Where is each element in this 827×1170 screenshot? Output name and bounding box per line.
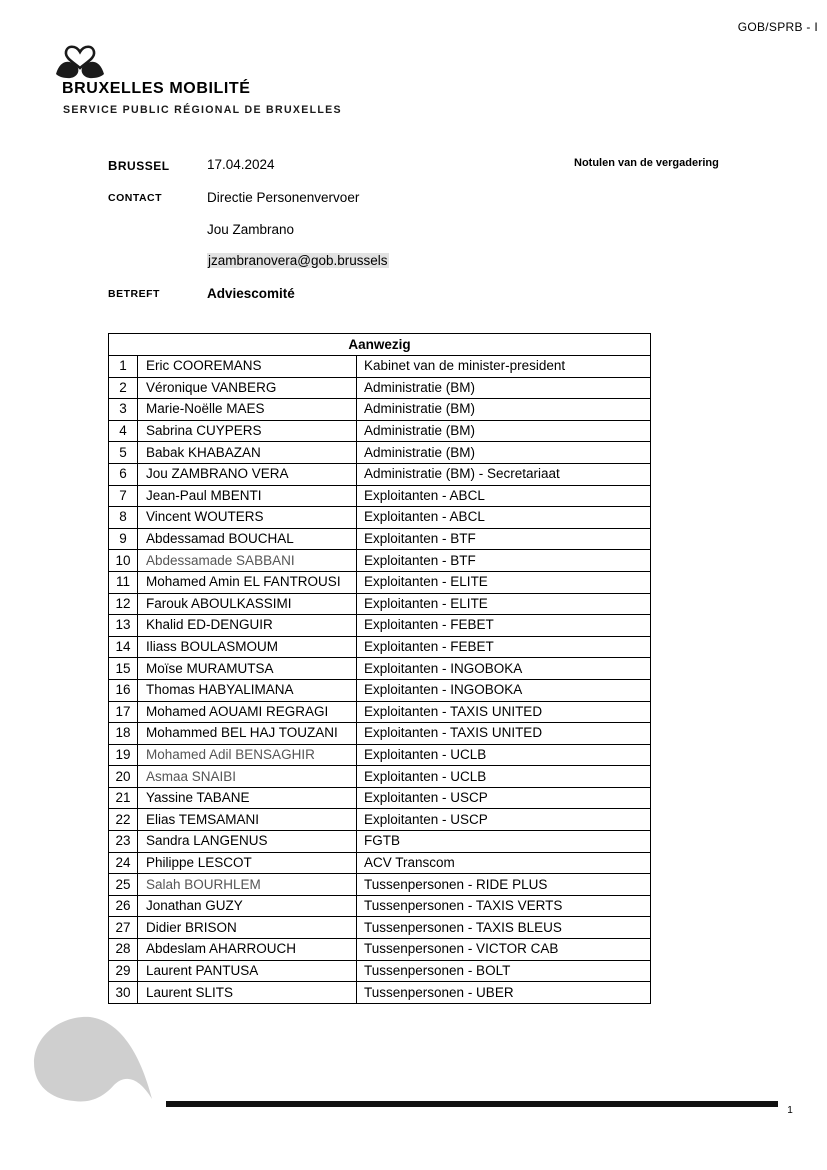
attendee-organisation: Tussenpersonen - BOLT [357,960,651,982]
attendance-row [109,787,651,809]
attendee-name: Yassine TABANE [138,787,357,809]
row-number: 24 [109,852,138,874]
contact-person: Jou Zambrano [207,222,295,237]
attendee-organisation: Exploitanten - USCP [357,787,651,809]
row-number: 25 [109,874,138,896]
attendee-name: Abdessamad BOUCHAL [138,528,357,550]
attendance-row [109,723,651,745]
attendee-name: Véronique VANBERG [138,377,357,399]
attendance-row [109,463,651,485]
row-number: 1 [109,356,138,378]
attendee-organisation: Exploitanten - USCP [357,809,651,831]
attendee-name: Thomas HABYALIMANA [138,679,357,701]
attendee-name: Didier BRISON [138,917,357,939]
attendee-organisation: ACV Transcom [357,852,651,874]
attendee-organisation: Exploitanten - FEBET [357,615,651,637]
attendee-name: Mohammed BEL HAJ TOUZANI [138,723,357,745]
attendance-row [109,895,651,917]
attendance-row [109,356,651,378]
attendee-organisation: Exploitanten - TAXIS UNITED [357,723,651,745]
attendee-name: Mohamed Amin EL FANTROUSI [138,571,357,593]
attendance-row [109,615,651,637]
attendee-name: Laurent SLITS [138,982,357,1004]
attendee-name: Khalid ED-DENGUIR [138,615,357,637]
attendee-name: Babak KHABAZAN [138,442,357,464]
document-type: Notulen van de vergadering [574,157,719,169]
attendee-organisation: Tussenpersonen - TAXIS BLEUS [357,917,651,939]
row-number: 16 [109,679,138,701]
attendee-name: Asmaa SNAIBI [138,766,357,788]
page-number: 1 [787,1105,793,1116]
attendee-name: Marie-Noëlle MAES [138,399,357,421]
attendee-name: Sandra LANGENUS [138,831,357,853]
attendance-row [109,766,651,788]
row-number: 6 [109,463,138,485]
attendance-row [109,593,651,615]
attendance-body [109,356,651,1004]
subject-label: BETREFT [108,288,160,300]
grey-drop-icon [28,1015,158,1115]
row-number: 17 [109,701,138,723]
row-number: 12 [109,593,138,615]
attendance-row [109,874,651,896]
attendee-name: Abdessamade SABBANI [138,550,357,572]
attendee-organisation: Exploitanten - BTF [357,528,651,550]
row-number: 20 [109,766,138,788]
attendee-organisation: Exploitanten - ABCL [357,507,651,529]
attendance-table [108,333,651,1004]
attendance-row [109,831,651,853]
row-number: 11 [109,571,138,593]
row-number: 10 [109,550,138,572]
row-number: 27 [109,917,138,939]
row-number: 19 [109,744,138,766]
row-number: 4 [109,420,138,442]
attendee-organisation: Administratie (BM) [357,420,651,442]
attendee-organisation: FGTB [357,831,651,853]
row-number: 22 [109,809,138,831]
logo-name: BRUXELLES MOBILITÉ [62,80,251,97]
attendee-organisation: Exploitanten - INGOBOKA [357,679,651,701]
attendee-organisation: Exploitanten - INGOBOKA [357,658,651,680]
attendance-row [109,377,651,399]
subject-value: Adviescomité [207,286,295,301]
attendance-row [109,571,651,593]
attendance-row [109,420,651,442]
row-number: 28 [109,939,138,961]
attendance-header-row [109,334,651,356]
attendance-row [109,507,651,529]
row-number: 30 [109,982,138,1004]
attendance-row [109,528,651,550]
attendee-organisation: Administratie (BM) [357,377,651,399]
attendee-name: Philippe LESCOT [138,852,357,874]
attendee-organisation: Tussenpersonen - UBER [357,982,651,1004]
contact-email-link[interactable]: jzambranovera@gob.brussels [208,253,388,268]
row-number: 2 [109,377,138,399]
attendance-row [109,744,651,766]
row-number: 21 [109,787,138,809]
attendee-organisation: Tussenpersonen - VICTOR CAB [357,939,651,961]
attendance-row [109,442,651,464]
attendance-row [109,485,651,507]
attendance-row [109,982,651,1004]
attendance-row [109,852,651,874]
attendee-name: Jou ZAMBRANO VERA [138,463,357,485]
attendee-organisation: Exploitanten - TAXIS UNITED [357,701,651,723]
contact-label: CONTACT [108,192,163,204]
attendee-organisation: Exploitanten - BTF [357,550,651,572]
attendance-row [109,960,651,982]
attendee-organisation: Administratie (BM) - Secretariaat [357,463,651,485]
attendee-name: Iliass BOULASMOUM [138,636,357,658]
attendee-name: Vincent WOUTERS [138,507,357,529]
attendee-name: Salah BOURHLEM [138,874,357,896]
attendee-name: Farouk ABOULKASSIMI [138,593,357,615]
attendance-row [109,550,651,572]
attendee-organisation: Exploitanten - FEBET [357,636,651,658]
place-label [108,158,170,173]
place-label-initial: B [108,158,118,173]
attendee-name: Sabrina CUYPERS [138,420,357,442]
attendee-organisation: Exploitanten - UCLB [357,766,651,788]
attendee-organisation: Tussenpersonen - TAXIS VERTS [357,895,651,917]
attendance-row [109,658,651,680]
heart-drops-logo-icon [54,44,106,80]
attendance-header: Aanwezig [109,334,651,356]
attendee-organisation: Exploitanten - ELITE [357,593,651,615]
attendance-row [109,701,651,723]
row-number: 3 [109,399,138,421]
row-number: 26 [109,895,138,917]
contact-department: Directie Personenvervoer [207,190,360,205]
attendee-organisation: Tussenpersonen - RIDE PLUS [357,874,651,896]
attendee-name: Jean-Paul MBENTI [138,485,357,507]
attendee-organisation: Kabinet van de minister-president [357,356,651,378]
meeting-date: 17.04.2024 [207,157,275,172]
row-number: 5 [109,442,138,464]
attendee-name: Mohamed AOUAMI REGRAGI [138,701,357,723]
attendee-organisation: Exploitanten - UCLB [357,744,651,766]
attendee-organisation: Administratie (BM) [357,442,651,464]
attendee-organisation: Exploitanten - ELITE [357,571,651,593]
place-label-rest: RUSSEL [117,159,170,173]
row-number: 23 [109,831,138,853]
attendance-row [109,917,651,939]
attendee-name: Mohamed Adil BENSAGHIR [138,744,357,766]
logo-subtitle: SERVICE PUBLIC RÉGIONAL DE BRUXELLES [63,104,342,116]
attendee-name: Jonathan GUZY [138,895,357,917]
attendance-row [109,636,651,658]
attendee-organisation: Administratie (BM) [357,399,651,421]
row-number: 8 [109,507,138,529]
attendee-name: Eric COOREMANS [138,356,357,378]
row-number: 15 [109,658,138,680]
row-number: 13 [109,615,138,637]
attendance-row [109,399,651,421]
row-number: 29 [109,960,138,982]
row-number: 9 [109,528,138,550]
row-number: 7 [109,485,138,507]
attendance-row [109,939,651,961]
attendee-name: Elias TEMSAMANI [138,809,357,831]
footer-rule [166,1101,778,1107]
attendee-name: Moïse MURAMUTSA [138,658,357,680]
attendee-organisation: Exploitanten - ABCL [357,485,651,507]
document-reference: GOB/SPRB - I [737,20,818,34]
row-number: 14 [109,636,138,658]
attendance-row [109,809,651,831]
attendance-row [109,679,651,701]
attendee-name: Laurent PANTUSA [138,960,357,982]
row-number: 18 [109,723,138,745]
attendee-name: Abdeslam AHARROUCH [138,939,357,961]
